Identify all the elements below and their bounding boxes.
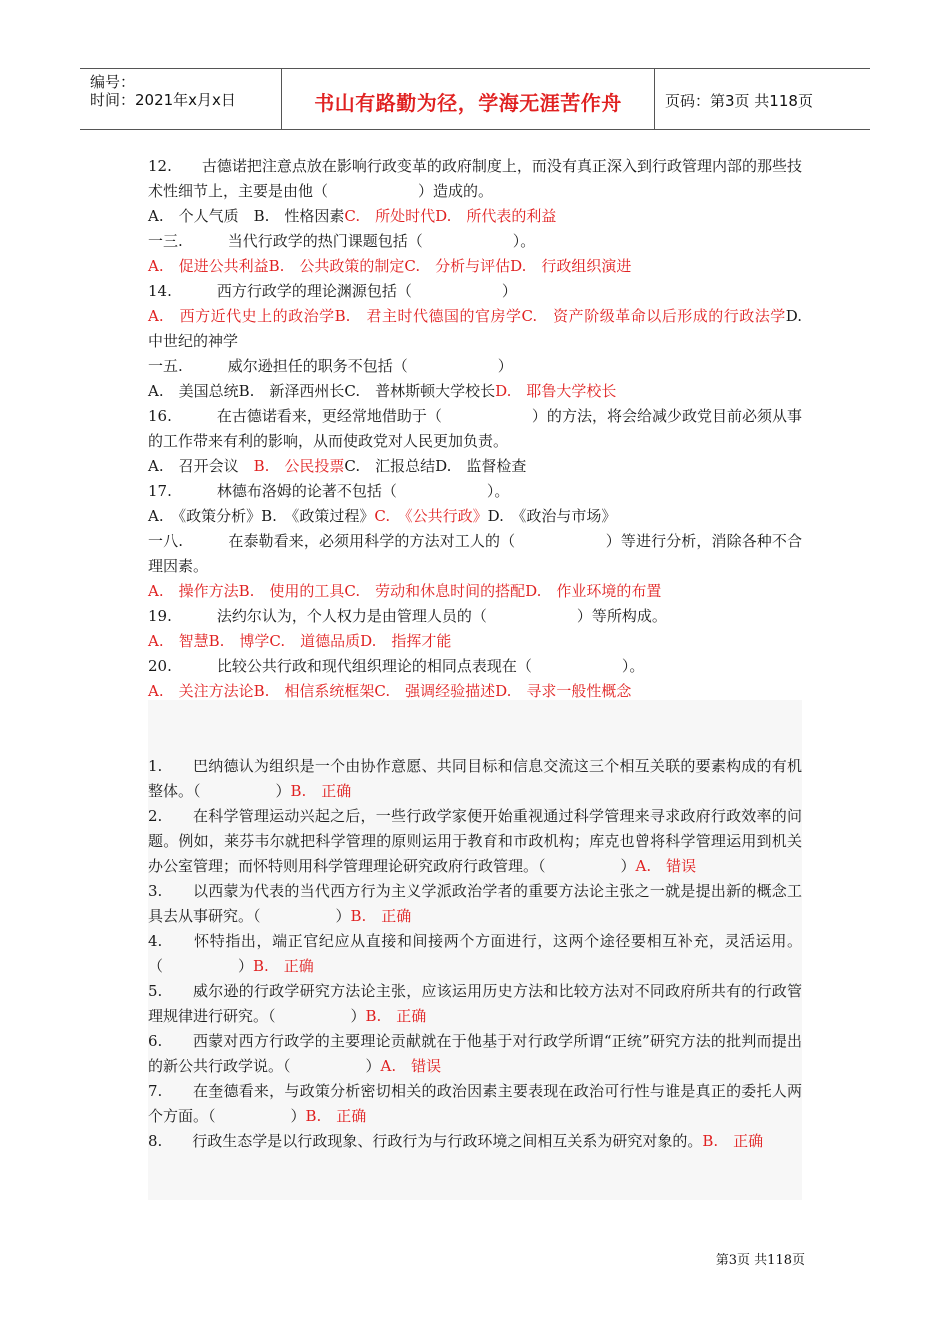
question-text: 一八. 在泰勒看来，必须用科学的方法对工人的（ ）等进行分析，消除各种不合理因素。 xyxy=(148,532,802,575)
judge-text: 5. 威尔逊的行政学研究方法论主张，应该运用历史方法和比较方法对不同政府所共有的行政管理规律进行研究。（ ） xyxy=(148,982,802,1025)
option-plain: A. 《政策分析》B. 《政策过程》 xyxy=(148,507,375,525)
judge-answer: B. 正确 xyxy=(350,907,412,925)
page-header xyxy=(80,68,870,130)
question-text: 14. 西方行政学的理论渊源包括（ ） xyxy=(148,282,517,300)
judge-answer: A. 错误 xyxy=(380,1057,442,1075)
option-plain: A. 个人气质 B. 性格因素 xyxy=(148,207,345,225)
judge-answer: B. 正确 xyxy=(290,782,352,800)
header-time: 时间：2021年x月x日 xyxy=(90,91,236,109)
answer-options xyxy=(148,304,818,354)
question-text: 17. 林德布洛姆的论著不包括（ ）。 xyxy=(148,482,510,500)
question-text: 一三. 当代行政学的热门课题包括（ ）。 xyxy=(148,232,536,250)
option-highlighted: B. 公民投票 xyxy=(253,457,345,475)
judge-text: 4. 怀特指出，端正官纪应从直接和间接两个方面进行，这两个途径要相互补充，灵活运用。（ ） xyxy=(148,932,802,975)
judge-item xyxy=(148,929,802,979)
question-text: 一五. 威尔逊担任的职务不包括（ ） xyxy=(148,357,513,375)
option-plain: A. 召开会议 xyxy=(148,457,239,475)
option-highlighted: C. 所处时代D. 所代表的利益 xyxy=(344,207,557,225)
header-meta xyxy=(90,73,236,109)
answer-options xyxy=(148,204,802,229)
option-highlighted: A. 操作方法B. 使用的工具C. 劳动和休息时间的搭配D. 作业环境的布置 xyxy=(148,582,662,600)
judge-answer: B. 正确 xyxy=(253,957,314,975)
judge-text: 2. 在科学管理运动兴起之后，一些行政学家便开始重视通过科学管理来寻求政府行政效率的问题。例如，莱芬韦尔就把科学管理的原则运用于教育和市政机构；库克也曾将科学管理运用到机关办公室管理；而怀特则用科学管理理论研究政府行政管理。（ ） xyxy=(148,807,802,875)
answer-options xyxy=(148,454,802,479)
page-footer: 第3页 共118页 xyxy=(715,1253,805,1268)
judge-item xyxy=(148,754,802,804)
option-highlighted: A. 关注方法论B. 相信系统框架C. 强调经验描述D. 寻求一般性概念 xyxy=(148,682,632,700)
judge-item xyxy=(148,879,802,929)
question-text: 19. 法约尔认为，个人权力是由管理人员的（ ）等所构成。 xyxy=(148,607,667,625)
header-page-info: 页码：第3页 共118页 xyxy=(665,92,813,110)
judge-text: 6. 西蒙对西方行政学的主要理论贡献就在于他基于对行政学所谓“正统”研究方法的批判而提出的新公共行政学说。（ ） xyxy=(148,1032,802,1075)
judge-text: 7. 在奎德看来，与政策分析密切相关的政治因素主要表现在政治可行性与谁是真正的委托人两个方面。（ ） xyxy=(148,1082,802,1125)
judge-item xyxy=(148,1079,802,1129)
answer-options xyxy=(148,379,802,404)
option-highlighted: A. 西方近代史上的政治学B. 君主时代德国的官房学C. 资产阶级革命以后形成的行政法学 xyxy=(148,307,786,325)
header-motto: 书山有路勤为径，学海无涯苦作舟 xyxy=(314,91,622,115)
option-plain: D. 中世纪的神学 xyxy=(148,307,818,350)
judge-item xyxy=(148,804,802,879)
option-highlighted: A. 智慧B. 博学C. 道德品质D. 指挥才能 xyxy=(148,632,452,650)
judge-text: 8. 行政生态学是以行政现象、行政行为与行政环境之间相互关系为研究对象的。 xyxy=(148,1132,703,1150)
option-highlighted: C. 《公共行政》 xyxy=(374,507,488,525)
judge-text: 3. 以西蒙为代表的当代西方行为主义学派政治学者的重要方法论主张之一就是提出新的概念工具去从事研究。（ ） xyxy=(148,882,802,925)
question-text: 12. 古德诺把注意点放在影响行政变革的政府制度上，而没有真正深入到行政管理内部的那些技术性细节上，主要是由他（ ）造成的。 xyxy=(148,157,802,200)
question-text: 20. 比较公共行政和现代组织理论的相同点表现在（ ）。 xyxy=(148,657,645,675)
header-serial-label: 编号： xyxy=(90,73,136,91)
option-plain: D. 《政治与市场》 xyxy=(487,507,617,525)
judge-answer: B. 正确 xyxy=(365,1007,427,1025)
question-text: 16. 在古德诺看来，更经常地借助于（ ）的方法，将会给减少政党目前必须从事的工作带来有利的影响，从而使政党对人民更加负责。 xyxy=(148,407,802,450)
header-divider xyxy=(654,69,655,129)
judge-item xyxy=(148,1129,802,1154)
option-plain: C. 汇报总结D. 监督检查 xyxy=(344,457,527,475)
option-highlighted: D. 耶鲁大学校长 xyxy=(495,382,617,400)
answer-options xyxy=(148,504,802,529)
page-body xyxy=(148,154,818,1154)
judge-answer: B. 正确 xyxy=(305,1107,367,1125)
option-highlighted: A. 促进公共利益B. 公共政策的制定C. 分析与评估D. 行政组织演进 xyxy=(148,257,632,275)
judge-item xyxy=(148,1029,802,1079)
judge-text: 1. 巴纳德认为组织是一个由协作意愿、共同目标和信息交流这三个相互关联的要素构成的有机整体。（ ） xyxy=(148,757,802,800)
judge-answer: A. 错误 xyxy=(635,857,697,875)
judge-item xyxy=(148,979,802,1029)
option-plain: A. 美国总统B. 新泽西州长C. 普林斯顿大学校长 xyxy=(148,382,496,400)
judge-answer: B. 正确 xyxy=(702,1132,764,1150)
